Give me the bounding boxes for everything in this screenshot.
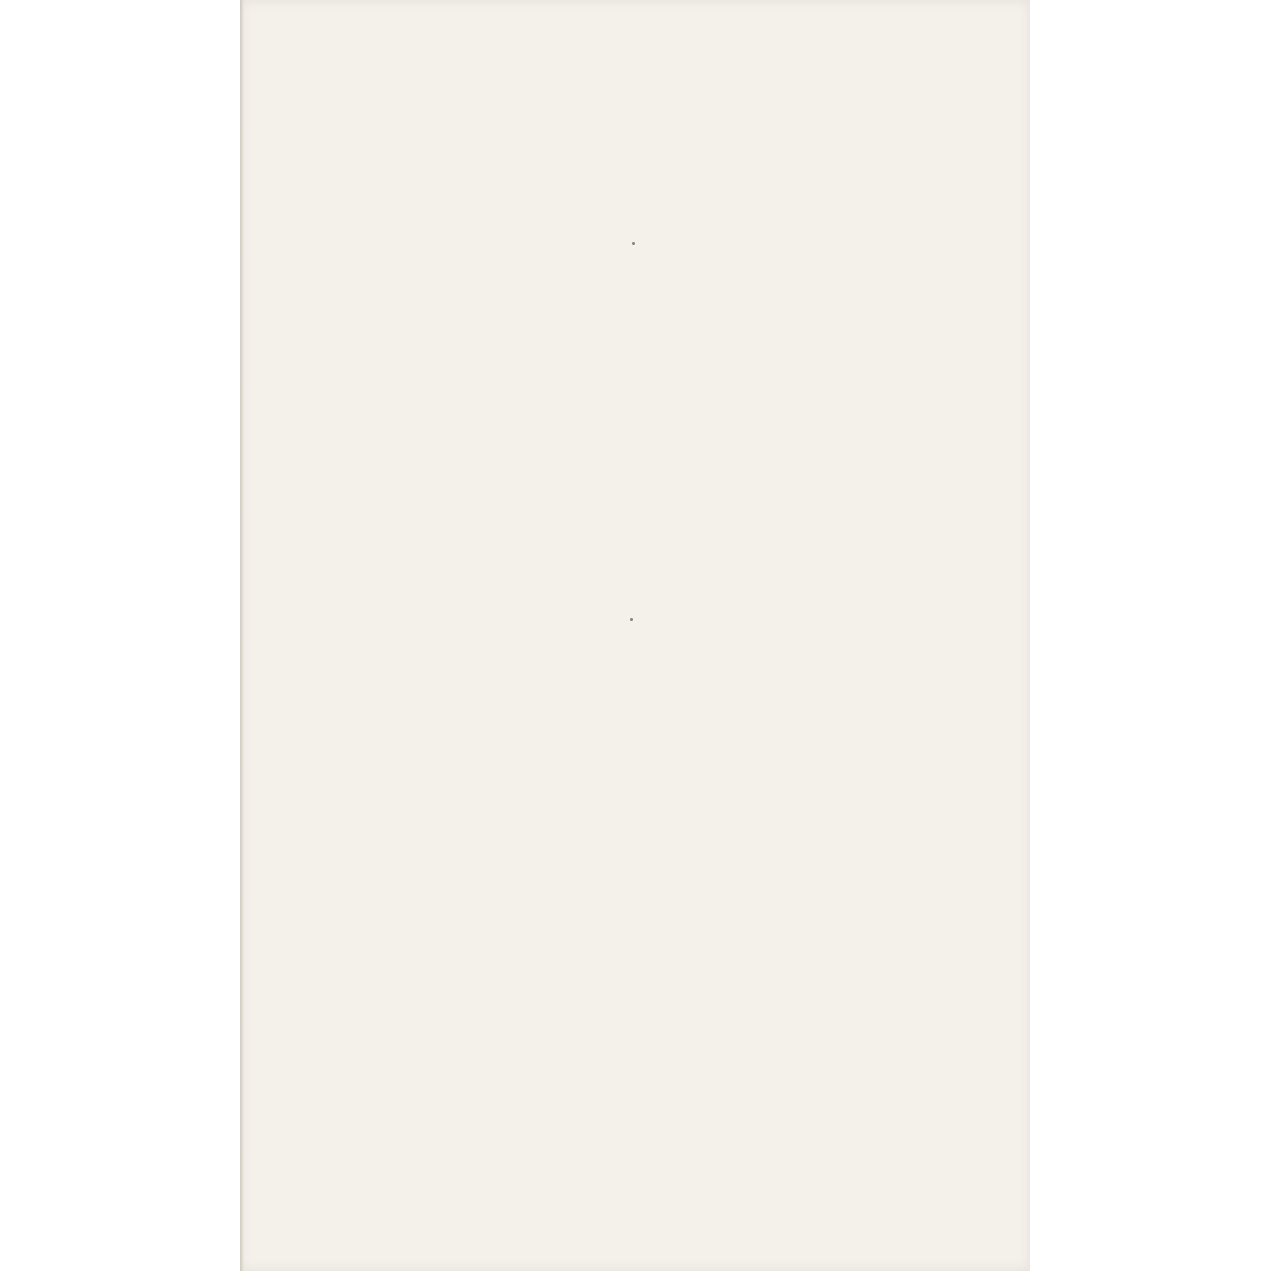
newspaper-clipping [240,0,1030,1271]
print-speck [630,618,633,621]
print-speck [632,242,635,245]
